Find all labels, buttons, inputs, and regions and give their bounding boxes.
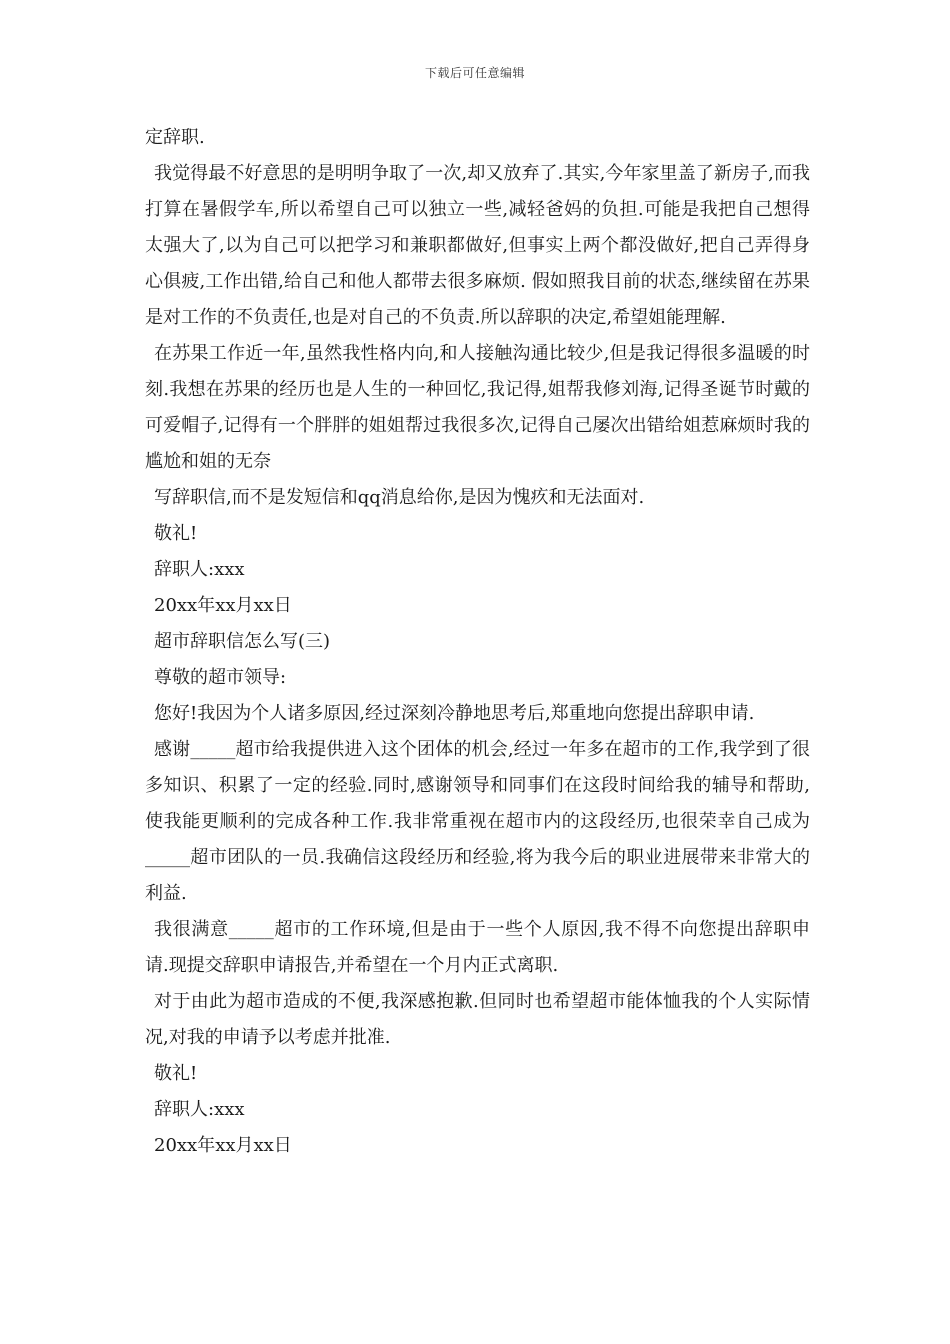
- section-title: 超市辞职信怎么写(三): [154, 631, 331, 652]
- page-header: 下载后可任意编辑: [424, 66, 525, 80]
- signature: 辞职人:xxx: [154, 559, 245, 580]
- paragraph: 我很满意_____超市的工作环境,但是由于一些个人原因,我不得不向您提出辞职申请.现提交辞职申请报告,并希望在一个月内正式离职.: [145, 919, 810, 976]
- date: 20xx年xx月xx日: [154, 595, 292, 616]
- document-body: [145, 120, 810, 1164]
- greeting: 尊敬的超市领导:: [154, 667, 287, 688]
- paragraph: 您好!我因为个人诸多原因,经过深刻冷静地思考后,郑重地向您提出辞职申请.: [154, 703, 755, 724]
- date: 20xx年xx月xx日: [154, 1135, 292, 1156]
- paragraph: 写辞职信,而不是发短信和qq消息给你,是因为愧疚和无法面对.: [154, 487, 645, 508]
- paragraph: 感谢_____超市给我提供进入这个团体的机会,经过一年多在超市的工作,我学到了很多知识、积累了一定的经验.同时,感谢领导和同事们在这段时间给我的辅导和帮助,使我能更顺利的完成各种工作.我非常重视在超市内的这段经历,也很荣幸自己成为_____超市团队的一员.我确信这段经历和经验,将为我今后的职业进展带来非常大的利益.: [145, 739, 810, 904]
- paragraph: 在苏果工作近一年,虽然我性格内向,和人接触沟通比较少,但是我记得很多温暖的时刻.我想在苏果的经历也是人生的一种回忆,我记得,姐帮我修刘海,记得圣诞节时戴的可爱帽子,记得有一个胖胖的姐姐帮过我很多次,记得自己屡次出错给姐惹麻烦时我的尴尬和姐的无奈: [145, 343, 810, 472]
- signature: 辞职人:xxx: [154, 1099, 245, 1120]
- closing-salutation: 敬礼!: [154, 1063, 198, 1084]
- paragraph: 我觉得最不好意思的是明明争取了一次,却又放弃了.其实,今年家里盖了新房子,而我打算在暑假学车,所以希望自己可以独立一些,减轻爸妈的负担.可能是我把自己想得太强大了,以为自己可以把学习和兼职都做好,但事实上两个都没做好,把自己弄得身心俱疲,工作出错,给自己和他人都带去很多麻烦. 假如照我目前的状态,继续留在苏果是对工作的不负责任,也是对自己的不负责.所以辞职的决定,希望姐能理解.: [145, 163, 810, 328]
- paragraph: 对于由此为超市造成的不便,我深感抱歉.但同时也希望超市能体恤我的个人实际情况,对我的申请予以考虑并批准.: [145, 991, 810, 1048]
- closing-salutation: 敬礼!: [154, 523, 198, 544]
- paragraph: 定辞职.: [145, 127, 205, 148]
